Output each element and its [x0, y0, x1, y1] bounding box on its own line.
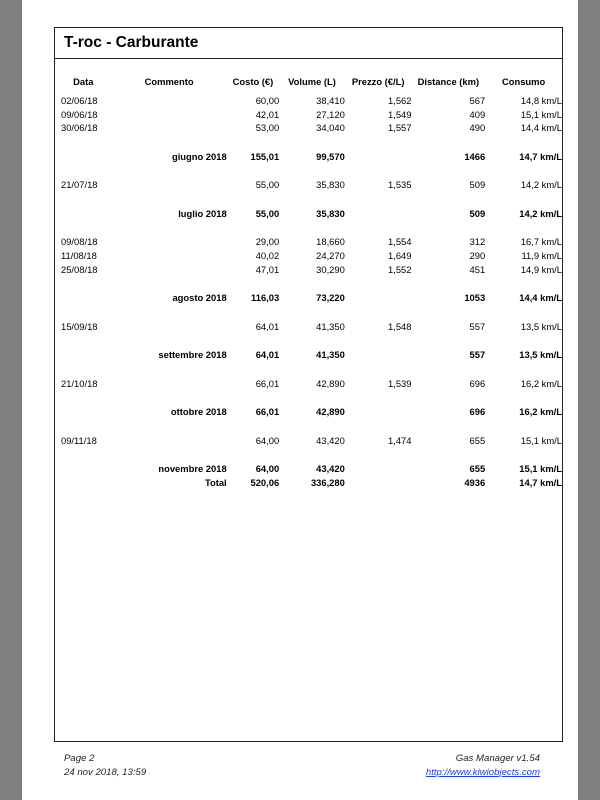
cell-comment: [112, 320, 227, 334]
cell-comment: [112, 121, 227, 135]
cell-comment: [112, 178, 227, 192]
app-version: Gas Manager v1.54: [455, 753, 540, 764]
cell-consumption: 15,1 km/L: [519, 463, 562, 475]
cell-date: 09/08/18: [61, 236, 98, 248]
cell-date: 15/09/18: [61, 320, 98, 332]
title-bar: [55, 28, 562, 59]
cell-volume: 30,290: [316, 263, 345, 275]
cell-price: 1,554: [388, 236, 412, 248]
cell-price: [345, 462, 412, 476]
cell-comment: [112, 434, 227, 448]
cell-period: ottobre 2018: [170, 406, 227, 418]
table-row: [55, 121, 562, 135]
cell-volume: 18,660: [316, 236, 345, 248]
cell-cost: 47,01: [255, 263, 280, 275]
spacer-cell: [55, 277, 562, 292]
cell-price: 1,552: [388, 263, 412, 275]
spacer-cell: [55, 391, 562, 406]
cell-consumption: 14,8 km/L: [520, 95, 562, 106]
cell-consumption: 14,7 km/L: [519, 477, 562, 489]
total-row: [55, 476, 562, 490]
spacer-cell: [55, 305, 562, 320]
cell-comment: [112, 235, 227, 249]
cell-date: 09/06/18: [61, 108, 98, 120]
cell-price: 1,557: [388, 122, 412, 134]
table-row: [55, 235, 562, 249]
cell-date: 21/07/18: [61, 179, 98, 191]
cell-comment: [112, 249, 227, 263]
cell-period: novembre 2018: [158, 463, 227, 475]
cell-comment: [112, 108, 227, 122]
spacer-cell: [55, 135, 562, 150]
cell-cost: 29,00: [255, 236, 280, 248]
column-header-distance: Distance (km): [417, 76, 480, 87]
cell-distance: 312: [469, 236, 486, 248]
cell-price: [345, 405, 412, 419]
cell-consumption: 15,1 km/L: [520, 108, 562, 120]
spacer-cell: [55, 334, 562, 349]
cell-volume: 35,830: [316, 179, 345, 191]
cell-date: 30/06/18: [61, 122, 98, 134]
cell-distance: 1466: [464, 150, 486, 162]
spacer-row: [55, 135, 562, 150]
cell-distance: 557: [469, 320, 486, 332]
cell-cost: 60,00: [255, 95, 280, 106]
cell-distance: 509: [469, 207, 486, 219]
cell-cost: 64,00: [255, 463, 280, 475]
cell-consumption: 14,9 km/L: [520, 263, 562, 275]
subtotal-row: [55, 462, 562, 476]
column-header-price: Prezzo (€/L): [351, 76, 405, 87]
subtotal-row: [55, 405, 562, 419]
cell-distance: 490: [469, 122, 486, 134]
cell-distance: 696: [469, 406, 486, 418]
table-row: [55, 249, 562, 263]
cell-empty: [55, 462, 112, 476]
spacer-cell: [55, 419, 562, 434]
cell-period: giugno 2018: [171, 150, 227, 162]
spacer-row: [55, 334, 562, 349]
cell-consumption: 16,7 km/L: [520, 236, 562, 248]
spacer-row: [55, 277, 562, 292]
table-row: [55, 320, 562, 334]
cell-volume: 43,420: [316, 463, 345, 475]
report-title: T-roc - Carburante: [64, 34, 199, 51]
cell-consumption: 14,2 km/L: [519, 207, 562, 219]
cell-volume: 42,890: [316, 406, 345, 418]
spacer-cell: [55, 448, 562, 463]
cell-price: [345, 348, 412, 362]
page-footer: [64, 752, 540, 786]
cell-empty: [55, 150, 112, 164]
cell-consumption: 14,2 km/L: [520, 179, 562, 191]
table-row: [55, 377, 562, 391]
cell-distance: 1053: [464, 292, 486, 304]
spacer-cell: [55, 221, 562, 236]
column-header-date: Data: [73, 76, 94, 87]
cell-cost: 64,01: [255, 320, 280, 332]
cell-cost: 40,02: [255, 250, 280, 262]
spacer-row: [55, 192, 562, 207]
cell-empty: [55, 291, 112, 305]
cell-consumption: 11,9 km/L: [521, 250, 562, 262]
cell-price: 1,474: [388, 434, 412, 446]
spacer-row: [55, 362, 562, 377]
table-row: [55, 178, 562, 192]
cell-distance: 655: [469, 463, 486, 475]
spacer-row: [55, 164, 562, 179]
footer-left: [64, 752, 146, 779]
cell-price: 1,548: [388, 320, 412, 332]
cell-consumption: 13,5 km/L: [519, 349, 562, 361]
cell-cost: 66,01: [255, 406, 280, 418]
table-row: [55, 434, 562, 448]
cell-volume: 43,420: [316, 434, 345, 446]
cell-distance: 409: [469, 108, 486, 120]
cell-period: settembre 2018: [158, 349, 227, 361]
cell-volume: 27,120: [316, 108, 345, 120]
table-header-row: [55, 74, 562, 89]
table-row: [55, 108, 562, 122]
cell-comment: [112, 377, 227, 391]
cell-distance: 4936: [464, 477, 486, 489]
cell-price: 1,539: [388, 377, 412, 389]
cell-price: [345, 476, 412, 490]
cell-cost: 53,00: [255, 122, 280, 134]
spacer-row: [55, 221, 562, 236]
page-number: Page 2: [64, 753, 95, 764]
cell-cost: 520,06: [250, 477, 280, 489]
cell-consumption: 14,4 km/L: [519, 292, 562, 304]
cell-period: Total: [204, 477, 227, 489]
cell-distance: 567: [469, 95, 486, 106]
spacer-row: [55, 305, 562, 320]
cell-price: [345, 150, 412, 164]
cell-volume: 41,350: [316, 320, 345, 332]
subtotal-row: [55, 207, 562, 221]
table-body: [55, 89, 562, 490]
cell-distance: 696: [469, 377, 486, 389]
cell-comment: [112, 263, 227, 277]
report-frame: [54, 27, 563, 742]
cell-volume: 42,890: [316, 377, 345, 389]
cell-distance: 655: [469, 434, 486, 446]
column-header-comment: Commento: [144, 76, 194, 87]
table-row: [55, 94, 562, 108]
cell-consumption: 16,2 km/L: [519, 406, 562, 418]
cell-cost: 55,00: [255, 179, 280, 191]
cell-date: 02/06/18: [61, 95, 98, 106]
cell-consumption: 14,4 km/L: [520, 122, 562, 134]
cell-price: 1,535: [388, 179, 412, 191]
cell-price: [345, 207, 412, 221]
cell-volume: 38,410: [316, 95, 345, 106]
cell-period: luglio 2018: [178, 207, 227, 219]
cell-empty: [55, 348, 112, 362]
cell-date: 09/11/18: [61, 434, 97, 446]
cell-period: agosto 2018: [172, 292, 227, 304]
column-header-volume: Volume (L): [288, 76, 336, 87]
cell-cost: 64,00: [255, 434, 280, 446]
cell-distance: 509: [469, 179, 486, 191]
cell-volume: 41,350: [316, 349, 345, 361]
cell-volume: 34,040: [316, 122, 345, 134]
cell-distance: 290: [469, 250, 486, 262]
cell-volume: 35,830: [316, 207, 345, 219]
cell-cost: 55,00: [255, 207, 280, 219]
cell-cost: 64,01: [255, 349, 280, 361]
cell-volume: 336,280: [310, 477, 345, 489]
spacer-cell: [55, 164, 562, 179]
spacer-cell: [55, 362, 562, 377]
print-datetime: 24 nov 2018, 13:59: [64, 766, 147, 778]
cell-cost: 66,01: [255, 377, 280, 389]
column-header-cost: Costo (€): [232, 76, 274, 87]
cell-comment: [112, 94, 227, 108]
fuel-table: [55, 74, 562, 490]
cell-cost: 155,01: [250, 150, 280, 162]
spacer-row: [55, 391, 562, 406]
cell-price: [345, 291, 412, 305]
cell-cost: 42,01: [255, 108, 280, 120]
cell-price: 1,649: [388, 250, 412, 262]
footer-right: [426, 752, 540, 779]
cell-consumption: 15,1 km/L: [520, 434, 562, 446]
cell-volume: 99,570: [316, 150, 345, 162]
cell-empty: [55, 476, 112, 490]
subtotal-row: [55, 150, 562, 164]
cell-date: 21/10/18: [61, 377, 98, 389]
spacer-row: [55, 448, 562, 463]
spacer-cell: [55, 192, 562, 207]
subtotal-row: [55, 348, 562, 362]
cell-cost: 116,03: [251, 292, 280, 304]
cell-empty: [55, 405, 112, 419]
cell-empty: [55, 207, 112, 221]
cell-date: 11/08/18: [61, 250, 97, 262]
cell-volume: 24,270: [316, 250, 345, 262]
cell-volume: 73,220: [316, 292, 345, 304]
cell-consumption: 14,7 km/L: [519, 150, 562, 162]
cell-consumption: 13,5 km/L: [520, 320, 562, 332]
cell-date: 25/08/18: [61, 263, 98, 275]
subtotal-row: [55, 291, 562, 305]
table-row: [55, 263, 562, 277]
cell-distance: 451: [469, 263, 486, 275]
cell-price: 1,549: [388, 108, 412, 120]
cell-distance: 557: [469, 349, 486, 361]
column-header-consumption: Consumo: [501, 76, 546, 87]
cell-price: 1,562: [388, 95, 412, 106]
website-link[interactable]: http://www.kiwiobjects.com: [425, 766, 540, 778]
spacer-row: [55, 419, 562, 434]
document-page: [22, 0, 578, 800]
cell-consumption: 16,2 km/L: [520, 377, 562, 389]
